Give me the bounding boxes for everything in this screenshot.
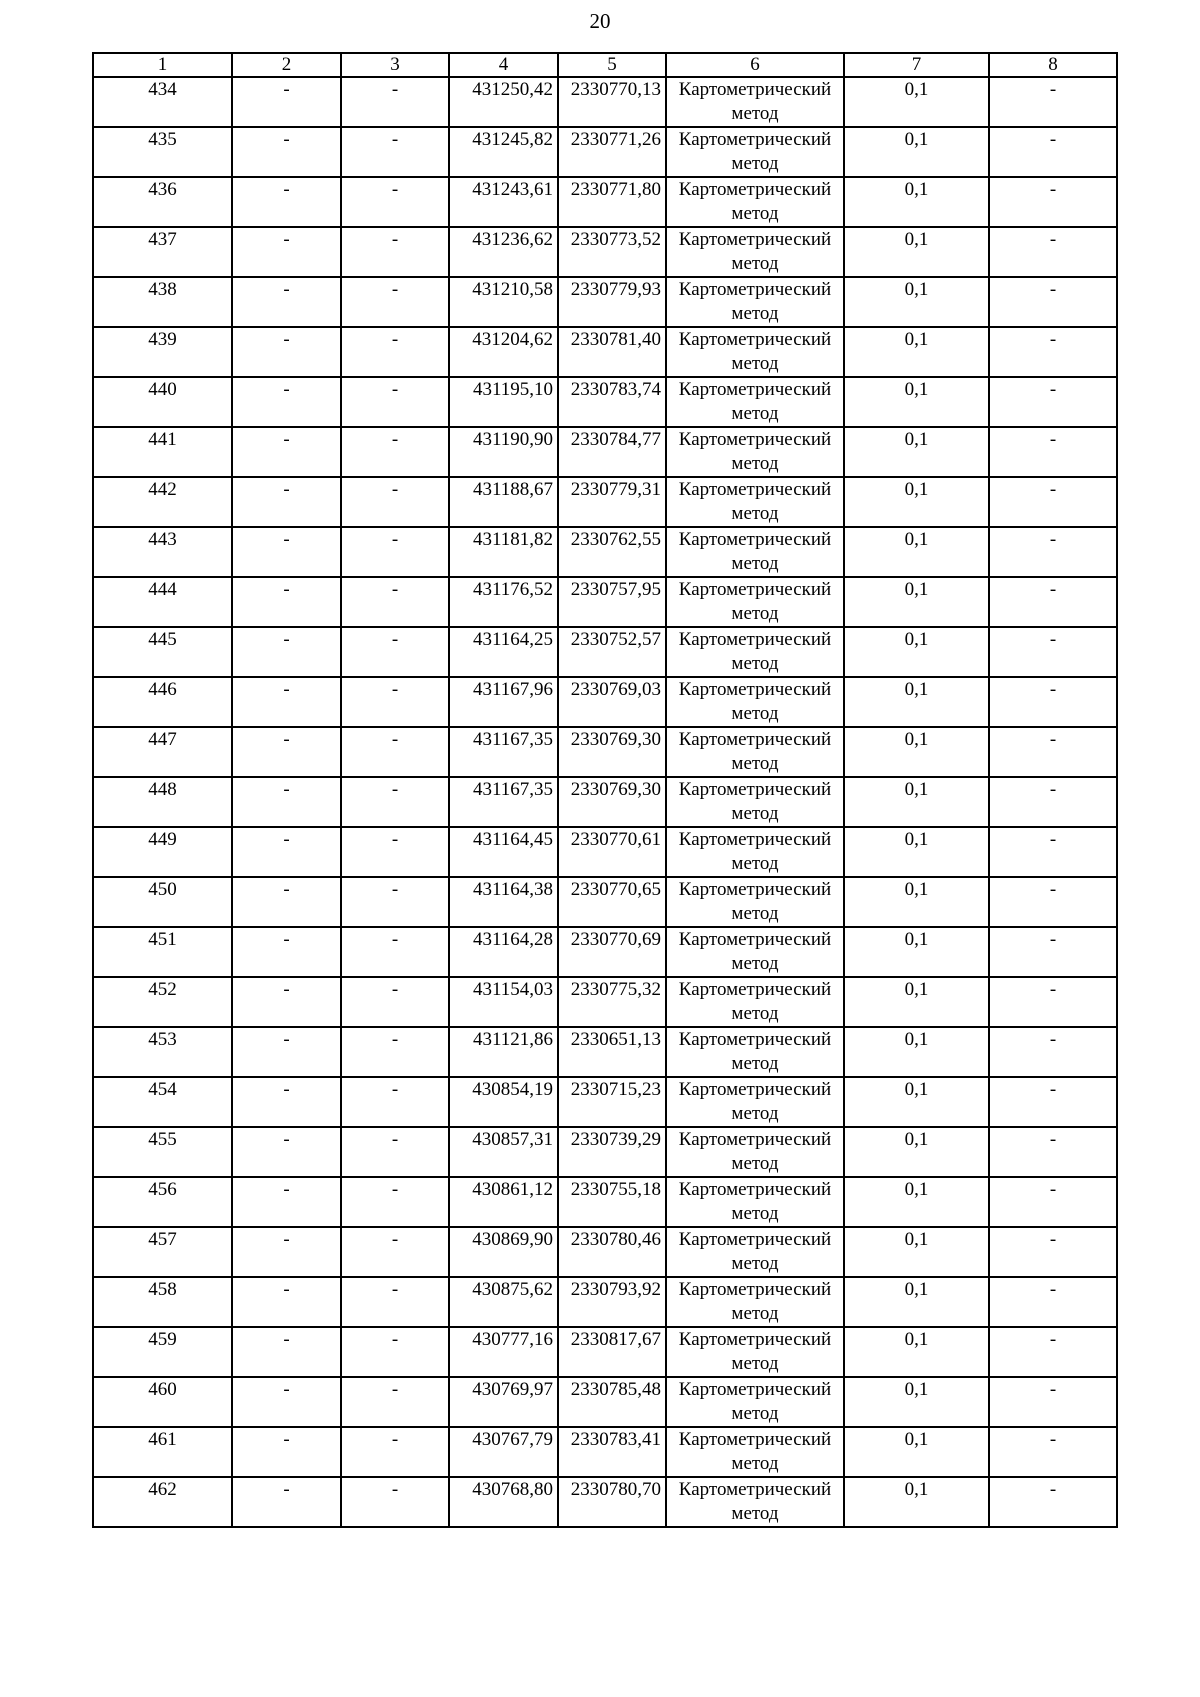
y-coordinate-cell: 2330779,31 (558, 477, 666, 527)
column-8-cell: - (989, 377, 1117, 427)
column-2-cell: - (232, 677, 341, 727)
y-coordinate-cell: 2330769,30 (558, 777, 666, 827)
point-number-cell: 443 (93, 527, 232, 577)
y-coordinate-cell: 2330770,61 (558, 827, 666, 877)
table-row (93, 727, 1117, 777)
x-coordinate-cell: 431167,35 (449, 727, 558, 777)
y-coordinate-cell: 2330817,67 (558, 1327, 666, 1377)
x-coordinate-cell: 431167,35 (449, 777, 558, 827)
table-row (93, 1327, 1117, 1377)
accuracy-cell: 0,1 (844, 1227, 989, 1277)
column-8-cell: - (989, 1477, 1117, 1527)
column-2-cell: - (232, 427, 341, 477)
column-8-cell: - (989, 127, 1117, 177)
column-8-cell: - (989, 577, 1117, 627)
y-coordinate-cell: 2330755,18 (558, 1177, 666, 1227)
column-8-cell: - (989, 1377, 1117, 1427)
column-3-cell: - (341, 827, 449, 877)
column-2-cell: - (232, 1277, 341, 1327)
y-coordinate-cell: 2330770,69 (558, 927, 666, 977)
column-2-cell: - (232, 1377, 341, 1427)
table-row (93, 227, 1117, 277)
point-number-cell: 446 (93, 677, 232, 727)
point-number-cell: 445 (93, 627, 232, 677)
x-coordinate-cell: 431164,38 (449, 877, 558, 927)
accuracy-cell: 0,1 (844, 527, 989, 577)
point-number-cell: 436 (93, 177, 232, 227)
point-number-cell: 458 (93, 1277, 232, 1327)
accuracy-cell: 0,1 (844, 677, 989, 727)
column-3-cell: - (341, 777, 449, 827)
column-3-cell: - (341, 527, 449, 577)
column-3-cell: - (341, 727, 449, 777)
method-cell: Картометрический метод (666, 827, 844, 877)
column-2-cell: - (232, 1127, 341, 1177)
column-2-cell: - (232, 527, 341, 577)
accuracy-cell: 0,1 (844, 627, 989, 677)
column-8-cell: - (989, 1127, 1117, 1177)
x-coordinate-cell: 430854,19 (449, 1077, 558, 1127)
x-coordinate-cell: 430769,97 (449, 1377, 558, 1427)
x-coordinate-cell: 431188,67 (449, 477, 558, 527)
point-number-cell: 457 (93, 1227, 232, 1277)
page-number: 20 (589, 9, 611, 33)
table-row (93, 1377, 1117, 1427)
table-row (93, 1177, 1117, 1227)
point-number-cell: 442 (93, 477, 232, 527)
header-row (93, 53, 1117, 77)
y-coordinate-cell: 2330775,32 (558, 977, 666, 1027)
point-number-cell: 453 (93, 1027, 232, 1077)
y-coordinate-cell: 2330752,57 (558, 627, 666, 677)
table-row (93, 627, 1117, 677)
x-coordinate-cell: 430767,79 (449, 1427, 558, 1477)
column-3-cell: - (341, 1477, 449, 1527)
method-cell: Картометрический метод (666, 627, 844, 677)
column-8-cell: - (989, 77, 1117, 127)
method-cell: Картометрический метод (666, 177, 844, 227)
y-coordinate-cell: 2330769,30 (558, 727, 666, 777)
method-cell: Картометрический метод (666, 477, 844, 527)
x-coordinate-cell: 431245,82 (449, 127, 558, 177)
column-2-cell: - (232, 627, 341, 677)
column-2-cell: - (232, 177, 341, 227)
column-8-cell: - (989, 1077, 1117, 1127)
column-2-cell: - (232, 377, 341, 427)
accuracy-cell: 0,1 (844, 977, 989, 1027)
accuracy-cell: 0,1 (844, 877, 989, 927)
accuracy-cell: 0,1 (844, 1277, 989, 1327)
column-header: 8 (989, 53, 1117, 77)
method-cell: Картометрический метод (666, 327, 844, 377)
column-8-cell: - (989, 1177, 1117, 1227)
accuracy-cell: 0,1 (844, 1427, 989, 1477)
accuracy-cell: 0,1 (844, 927, 989, 977)
column-3-cell: - (341, 677, 449, 727)
method-cell: Картометрический метод (666, 777, 844, 827)
column-3-cell: - (341, 627, 449, 677)
method-cell: Картометрический метод (666, 1077, 844, 1127)
column-2-cell: - (232, 1027, 341, 1077)
method-cell: Картометрический метод (666, 1227, 844, 1277)
column-3-cell: - (341, 477, 449, 527)
accuracy-cell: 0,1 (844, 77, 989, 127)
column-8-cell: - (989, 327, 1117, 377)
column-2-cell: - (232, 1327, 341, 1377)
point-number-cell: 462 (93, 1477, 232, 1527)
table-row (93, 1027, 1117, 1077)
table-row (93, 77, 1117, 127)
method-cell: Картометрический метод (666, 227, 844, 277)
table-row (93, 127, 1117, 177)
column-2-cell: - (232, 927, 341, 977)
point-number-cell: 435 (93, 127, 232, 177)
x-coordinate-cell: 430861,12 (449, 1177, 558, 1227)
table-row (93, 927, 1117, 977)
accuracy-cell: 0,1 (844, 377, 989, 427)
column-2-cell: - (232, 1177, 341, 1227)
column-3-cell: - (341, 927, 449, 977)
y-coordinate-cell: 2330780,46 (558, 1227, 666, 1277)
x-coordinate-cell: 431190,90 (449, 427, 558, 477)
column-3-cell: - (341, 1377, 449, 1427)
x-coordinate-cell: 431210,58 (449, 277, 558, 327)
column-2-cell: - (232, 1477, 341, 1527)
x-coordinate-cell: 431236,62 (449, 227, 558, 277)
column-8-cell: - (989, 1327, 1117, 1377)
column-8-cell: - (989, 777, 1117, 827)
column-3-cell: - (341, 227, 449, 277)
x-coordinate-cell: 431164,45 (449, 827, 558, 877)
column-3-cell: - (341, 1077, 449, 1127)
column-3-cell: - (341, 1127, 449, 1177)
point-number-cell: 459 (93, 1327, 232, 1377)
x-coordinate-cell: 431250,42 (449, 77, 558, 127)
x-coordinate-cell: 431204,62 (449, 327, 558, 377)
accuracy-cell: 0,1 (844, 477, 989, 527)
y-coordinate-cell: 2330771,80 (558, 177, 666, 227)
x-coordinate-cell: 431181,82 (449, 527, 558, 577)
column-3-cell: - (341, 1327, 449, 1377)
y-coordinate-cell: 2330783,74 (558, 377, 666, 427)
point-number-cell: 454 (93, 1077, 232, 1127)
table-row (93, 1477, 1117, 1527)
column-3-cell: - (341, 977, 449, 1027)
column-3-cell: - (341, 1277, 449, 1327)
y-coordinate-cell: 2330715,23 (558, 1077, 666, 1127)
point-number-cell: 434 (93, 77, 232, 127)
table-row (93, 277, 1117, 327)
x-coordinate-cell: 431167,96 (449, 677, 558, 727)
table-row (93, 977, 1117, 1027)
column-8-cell: - (989, 527, 1117, 577)
table-row (93, 1127, 1117, 1177)
method-cell: Картометрический метод (666, 1177, 844, 1227)
coordinates-table (92, 52, 1118, 1528)
y-coordinate-cell: 2330780,70 (558, 1477, 666, 1527)
x-coordinate-cell: 431154,03 (449, 977, 558, 1027)
method-cell: Картометрический метод (666, 1127, 844, 1177)
column-8-cell: - (989, 227, 1117, 277)
y-coordinate-cell: 2330770,13 (558, 77, 666, 127)
accuracy-cell: 0,1 (844, 127, 989, 177)
column-2-cell: - (232, 227, 341, 277)
table-row (93, 777, 1117, 827)
table-row (93, 1077, 1117, 1127)
table-row (93, 477, 1117, 527)
x-coordinate-cell: 430857,31 (449, 1127, 558, 1177)
column-8-cell: - (989, 877, 1117, 927)
column-header: 4 (449, 53, 558, 77)
point-number-cell: 455 (93, 1127, 232, 1177)
column-2-cell: - (232, 77, 341, 127)
y-coordinate-cell: 2330651,13 (558, 1027, 666, 1077)
table-row (93, 677, 1117, 727)
accuracy-cell: 0,1 (844, 227, 989, 277)
column-2-cell: - (232, 277, 341, 327)
table-row (93, 527, 1117, 577)
column-8-cell: - (989, 827, 1117, 877)
method-cell: Картометрический метод (666, 1027, 844, 1077)
method-cell: Картометрический метод (666, 127, 844, 177)
x-coordinate-cell: 430777,16 (449, 1327, 558, 1377)
x-coordinate-cell: 431164,25 (449, 627, 558, 677)
method-cell: Картометрический метод (666, 977, 844, 1027)
column-8-cell: - (989, 477, 1117, 527)
table-row (93, 1227, 1117, 1277)
y-coordinate-cell: 2330757,95 (558, 577, 666, 627)
accuracy-cell: 0,1 (844, 1027, 989, 1077)
method-cell: Картометрический метод (666, 1477, 844, 1527)
y-coordinate-cell: 2330785,48 (558, 1377, 666, 1427)
x-coordinate-cell: 430768,80 (449, 1477, 558, 1527)
method-cell: Картометрический метод (666, 277, 844, 327)
x-coordinate-cell: 431176,52 (449, 577, 558, 627)
x-coordinate-cell: 431243,61 (449, 177, 558, 227)
table-row (93, 1427, 1117, 1477)
column-8-cell: - (989, 977, 1117, 1027)
column-3-cell: - (341, 277, 449, 327)
column-8-cell: - (989, 1227, 1117, 1277)
column-8-cell: - (989, 1277, 1117, 1327)
accuracy-cell: 0,1 (844, 1327, 989, 1377)
column-2-cell: - (232, 827, 341, 877)
method-cell: Картометрический метод (666, 377, 844, 427)
point-number-cell: 448 (93, 777, 232, 827)
y-coordinate-cell: 2330784,77 (558, 427, 666, 477)
method-cell: Картометрический метод (666, 1427, 844, 1477)
column-3-cell: - (341, 77, 449, 127)
column-8-cell: - (989, 727, 1117, 777)
column-2-cell: - (232, 327, 341, 377)
method-cell: Картометрический метод (666, 1277, 844, 1327)
column-2-cell: - (232, 877, 341, 927)
column-8-cell: - (989, 927, 1117, 977)
accuracy-cell: 0,1 (844, 177, 989, 227)
point-number-cell: 449 (93, 827, 232, 877)
table-row (93, 827, 1117, 877)
method-cell: Картометрический метод (666, 927, 844, 977)
point-number-cell: 450 (93, 877, 232, 927)
accuracy-cell: 0,1 (844, 727, 989, 777)
y-coordinate-cell: 2330783,41 (558, 1427, 666, 1477)
column-8-cell: - (989, 277, 1117, 327)
column-3-cell: - (341, 377, 449, 427)
column-3-cell: - (341, 577, 449, 627)
column-header: 3 (341, 53, 449, 77)
column-2-cell: - (232, 127, 341, 177)
column-8-cell: - (989, 427, 1117, 477)
column-2-cell: - (232, 777, 341, 827)
table-row (93, 577, 1117, 627)
column-8-cell: - (989, 627, 1117, 677)
point-number-cell: 460 (93, 1377, 232, 1427)
y-coordinate-cell: 2330773,52 (558, 227, 666, 277)
method-cell: Картометрический метод (666, 527, 844, 577)
point-number-cell: 441 (93, 427, 232, 477)
accuracy-cell: 0,1 (844, 1477, 989, 1527)
point-number-cell: 440 (93, 377, 232, 427)
table-row (93, 177, 1117, 227)
point-number-cell: 444 (93, 577, 232, 627)
y-coordinate-cell: 2330762,55 (558, 527, 666, 577)
column-3-cell: - (341, 1227, 449, 1277)
accuracy-cell: 0,1 (844, 777, 989, 827)
table-row (93, 377, 1117, 427)
accuracy-cell: 0,1 (844, 427, 989, 477)
y-coordinate-cell: 2330770,65 (558, 877, 666, 927)
column-3-cell: - (341, 1427, 449, 1477)
accuracy-cell: 0,1 (844, 827, 989, 877)
column-3-cell: - (341, 1177, 449, 1227)
table-row (93, 427, 1117, 477)
point-number-cell: 456 (93, 1177, 232, 1227)
column-3-cell: - (341, 127, 449, 177)
point-number-cell: 452 (93, 977, 232, 1027)
column-3-cell: - (341, 1027, 449, 1077)
method-cell: Картометрический метод (666, 427, 844, 477)
accuracy-cell: 0,1 (844, 1127, 989, 1177)
accuracy-cell: 0,1 (844, 1377, 989, 1427)
column-8-cell: - (989, 677, 1117, 727)
accuracy-cell: 0,1 (844, 277, 989, 327)
column-2-cell: - (232, 577, 341, 627)
method-cell: Картометрический метод (666, 727, 844, 777)
point-number-cell: 451 (93, 927, 232, 977)
x-coordinate-cell: 431195,10 (449, 377, 558, 427)
x-coordinate-cell: 430869,90 (449, 1227, 558, 1277)
table-row (93, 327, 1117, 377)
column-2-cell: - (232, 1427, 341, 1477)
y-coordinate-cell: 2330781,40 (558, 327, 666, 377)
method-cell: Картометрический метод (666, 77, 844, 127)
column-3-cell: - (341, 327, 449, 377)
column-header: 7 (844, 53, 989, 77)
column-header: 6 (666, 53, 844, 77)
accuracy-cell: 0,1 (844, 577, 989, 627)
table-row (93, 1277, 1117, 1327)
point-number-cell: 447 (93, 727, 232, 777)
accuracy-cell: 0,1 (844, 327, 989, 377)
column-3-cell: - (341, 427, 449, 477)
column-3-cell: - (341, 177, 449, 227)
y-coordinate-cell: 2330769,03 (558, 677, 666, 727)
column-2-cell: - (232, 1227, 341, 1277)
column-2-cell: - (232, 1077, 341, 1127)
x-coordinate-cell: 431164,28 (449, 927, 558, 977)
column-8-cell: - (989, 1427, 1117, 1477)
y-coordinate-cell: 2330793,92 (558, 1277, 666, 1327)
method-cell: Картометрический метод (666, 1377, 844, 1427)
point-number-cell: 437 (93, 227, 232, 277)
table-row (93, 877, 1117, 927)
point-number-cell: 439 (93, 327, 232, 377)
method-cell: Картометрический метод (666, 877, 844, 927)
y-coordinate-cell: 2330739,29 (558, 1127, 666, 1177)
point-number-cell: 461 (93, 1427, 232, 1477)
column-3-cell: - (341, 877, 449, 927)
method-cell: Картометрический метод (666, 577, 844, 627)
accuracy-cell: 0,1 (844, 1077, 989, 1127)
column-header: 2 (232, 53, 341, 77)
y-coordinate-cell: 2330771,26 (558, 127, 666, 177)
point-number-cell: 438 (93, 277, 232, 327)
x-coordinate-cell: 431121,86 (449, 1027, 558, 1077)
y-coordinate-cell: 2330779,93 (558, 277, 666, 327)
table-body (93, 77, 1117, 1527)
column-header: 5 (558, 53, 666, 77)
accuracy-cell: 0,1 (844, 1177, 989, 1227)
column-8-cell: - (989, 177, 1117, 227)
column-2-cell: - (232, 977, 341, 1027)
method-cell: Картометрический метод (666, 677, 844, 727)
column-2-cell: - (232, 477, 341, 527)
x-coordinate-cell: 430875,62 (449, 1277, 558, 1327)
column-8-cell: - (989, 1027, 1117, 1077)
method-cell: Картометрический метод (666, 1327, 844, 1377)
column-2-cell: - (232, 727, 341, 777)
column-header: 1 (93, 53, 232, 77)
